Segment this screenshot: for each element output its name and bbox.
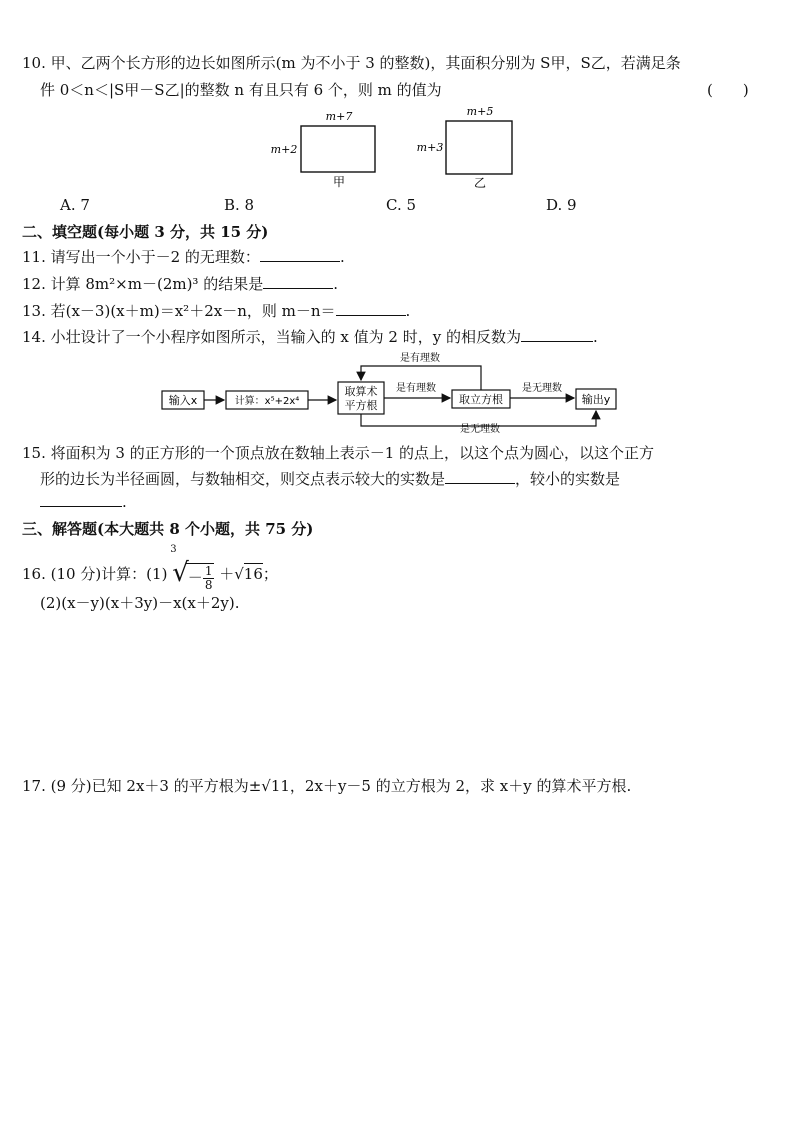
q15-answer-blank-smaller[interactable] xyxy=(40,492,122,507)
q16-frac-num: 1 xyxy=(204,563,213,578)
q13: 13. 若(x－3)(x＋m)＝x²＋2x－n，则 m－n＝ . xyxy=(22,302,411,320)
q11: 11. 请写出一个小于－2 的无理数： . xyxy=(22,248,345,266)
q15-line2b-text: ，较小的实数是 xyxy=(515,470,621,488)
q16-part1-prefix: 16. (10 分)计算：(1) xyxy=(22,564,168,583)
flow-sqrt-label-1: 取算术 xyxy=(344,385,378,398)
q10-option-a: A. 7 xyxy=(60,196,90,214)
flow-cube-label: 取立方根 xyxy=(459,393,503,406)
q10-line1-text: 10. 甲、乙两个长方形的边长如图所示(m 为不小于 3 的整数)，其面积分别为 S甲，S乙，若满足条 xyxy=(22,54,681,72)
q14: 14. 小壮设计了一个小程序如图所示，当输入的 x 值为 2 时，y 的相反数为 . xyxy=(22,328,598,346)
q16-sqrt-16: 16 xyxy=(243,564,263,583)
q15-answer-blank-larger[interactable] xyxy=(445,469,515,484)
q11-text: 11. 请写出一个小于－2 的无理数： xyxy=(22,248,260,266)
flow-rational-mid: 是有理数 xyxy=(396,383,436,394)
flow-rational-top: 是有理数 xyxy=(400,353,440,364)
flow-input-label: 输入x xyxy=(168,394,198,407)
flow-irrational-bottom: 是无理数 xyxy=(460,424,500,434)
section2-heading: 二、填空题(每小题 3 分，共 15 分) xyxy=(22,223,269,241)
rect-yi-left-label: m+3 xyxy=(416,141,444,154)
rect-jia-left-label: m+2 xyxy=(270,143,298,156)
rect-jia-name: 甲 xyxy=(332,175,346,189)
flow-output-label: 输出y xyxy=(581,393,611,406)
q10-line2-text: 件 0＜n＜|S甲－S乙|的整数 n 有且只有 6 个，则 m 的值为 xyxy=(40,81,442,99)
q12-answer-blank[interactable] xyxy=(263,274,333,289)
q14-flowchart xyxy=(160,346,620,434)
q15-line2 xyxy=(40,468,620,489)
q16-root-index: 3 xyxy=(170,544,177,555)
q12: 12. 计算 8m²×m－(2m)³ 的结果是 . xyxy=(22,275,338,293)
q10-option-c: C. 5 xyxy=(386,196,417,214)
q10-rectangles-figure xyxy=(260,106,520,190)
section3-heading: 三、解答题(本大题共 8 个小题，共 75 分) xyxy=(22,520,314,538)
q11-answer-blank[interactable] xyxy=(260,247,340,262)
q13-answer-blank[interactable] xyxy=(336,301,406,316)
q13-text: 13. 若(x－3)(x＋m)＝x²＋2x－n，则 m－n＝ xyxy=(22,302,336,320)
q16-part1: 16. (10 分)计算：(1) 3 √－ $\frac{1}{8}$ ＋√16； xyxy=(22,544,278,592)
q16-frac-den: 8 xyxy=(204,577,213,592)
q10-line2 xyxy=(40,79,442,100)
rect-yi-top-label: m+5 xyxy=(466,106,494,118)
q16-cube-root: 3 √－ $\frac{1}{8}$ xyxy=(170,544,213,592)
q10-answer-bracket: ( ) xyxy=(707,81,749,99)
q15-line1: 15. 将面积为 3 的正方形的一个顶点放在数轴上表示－1 的点上，以这个点为圆心，以这个正方 xyxy=(22,444,655,462)
q12-text: 12. 计算 8m²×m－(2m)³ 的结果是 xyxy=(22,275,264,293)
rect-yi xyxy=(417,106,512,190)
flow-compute-label: 计算：x⁵+2x⁴ xyxy=(234,396,300,407)
q14-answer-blank[interactable] xyxy=(521,327,593,342)
q10-option-d: D. 9 xyxy=(546,196,577,214)
q14-text: 14. 小壮设计了一个小程序如图所示，当输入的 x 值为 2 时，y 的相反数为 xyxy=(22,328,521,346)
q17: 17. (9 分)已知 2x＋3 的平方根为±√11，2x＋y－5 的立方根为 2，求 x＋y 的算术平方根. xyxy=(22,777,632,795)
flow-irrational-right: 是无理数 xyxy=(522,383,562,394)
rect-jia xyxy=(271,110,375,189)
q15-line2a-text: 形的边长为半径画圆，与数轴相交，则交点表示较大的实数是 xyxy=(40,470,446,488)
flow-sqrt-label-2: 平方根 xyxy=(344,399,378,412)
q16-part2: (2)(x－y)(x＋3y)－x(x＋2y). xyxy=(40,594,240,612)
q10-line1 xyxy=(22,52,681,73)
rect-jia-top-label: m+7 xyxy=(325,110,353,123)
q10-option-b: B. 8 xyxy=(224,196,255,214)
rect-yi-name: 乙 xyxy=(473,176,487,190)
q15-line3: . xyxy=(40,492,127,511)
